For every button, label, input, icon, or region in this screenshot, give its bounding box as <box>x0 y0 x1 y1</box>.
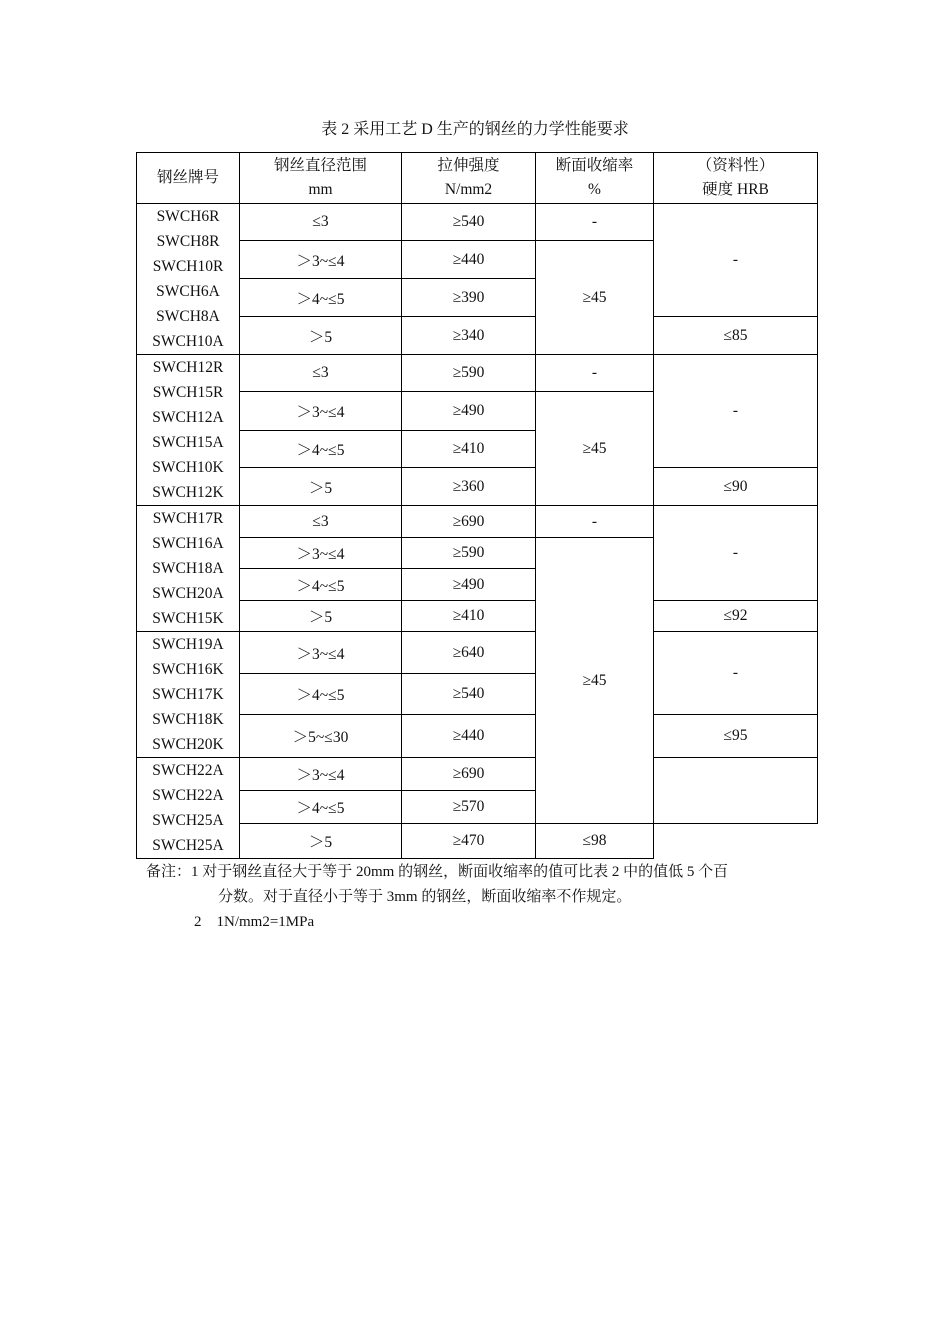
hardness-cell: ≤98 <box>536 824 654 859</box>
diameter-cell: ＞3~≤4 <box>240 758 402 791</box>
tensile-cell: ≥440 <box>402 241 536 279</box>
grade-name: SWCH16A <box>152 535 224 552</box>
grade-cell <box>137 506 240 632</box>
grade-name: SWCH20K <box>152 736 224 753</box>
tensile-cell: ≥340 <box>402 317 536 355</box>
header-row <box>137 153 818 204</box>
hardness-cell <box>654 758 818 824</box>
table-row <box>137 506 818 538</box>
tensile-cell: ≥540 <box>402 204 536 241</box>
grade-name: SWCH20A <box>152 585 224 602</box>
grade-cell <box>137 355 240 506</box>
hardness-cell: ≤92 <box>654 601 818 632</box>
table-title: 表 2 采用工艺 D 生产的钢丝的力学性能要求 <box>321 121 629 138</box>
hardness-cell: - <box>654 632 818 715</box>
tensile-cell: ≥590 <box>402 538 536 569</box>
tensile-cell: ≥470 <box>402 824 536 859</box>
tensile-cell: ≥390 <box>402 279 536 317</box>
diameter-cell: ＞4~≤5 <box>240 674 402 715</box>
note-line-1: 备注：1 对于钢丝直径大于等于 20mm 的钢丝，断面收缩率的值可比表 2 中的值低 5 个百 <box>146 864 729 880</box>
diameter-cell: ≤3 <box>240 204 402 241</box>
table-row <box>137 601 818 632</box>
hardness-cell: ≤95 <box>654 715 818 758</box>
hardness-cell: - <box>654 204 818 317</box>
diameter-cell: ＞5~≤30 <box>240 715 402 758</box>
reduction-cell: ≥45 <box>536 392 654 506</box>
note-line-2: 分数。对于直径小于等于 3mm 的钢丝，断面收缩率不作规定。 <box>218 889 632 905</box>
hardness-cell: - <box>654 506 818 601</box>
reduction-cell: - <box>536 355 654 392</box>
grade-name: SWCH10K <box>152 459 224 476</box>
grade-name: SWCH12A <box>152 409 224 426</box>
header-diameter-line2: mm <box>308 181 333 198</box>
header-reduction-line2: % <box>588 181 601 198</box>
header-grade <box>137 153 240 204</box>
tensile-cell: ≥490 <box>402 392 536 431</box>
grade-name: SWCH6R <box>156 208 220 225</box>
grade-name: SWCH25A <box>152 837 224 854</box>
tensile-cell: ≥540 <box>402 674 536 715</box>
header-hardness <box>654 153 818 204</box>
grade-name: SWCH16K <box>152 661 224 678</box>
grade-name: SWCH18A <box>152 560 224 577</box>
note-unit-conversion: 1N/mm2=1MPa <box>216 914 315 930</box>
grade-name: SWCH22A <box>152 787 224 804</box>
grade-name: SWCH10A <box>152 333 224 350</box>
grade-name: SWCH15R <box>152 384 224 401</box>
table-row <box>137 355 818 392</box>
grade-cell <box>137 632 240 758</box>
grade-name: SWCH8A <box>156 308 220 325</box>
grade-name: SWCH17R <box>152 510 224 527</box>
grade-name: SWCH12R <box>152 359 224 376</box>
header-tensile <box>402 153 536 204</box>
header-hardness-line1: （资料性） <box>696 157 775 174</box>
tensile-cell: ≥590 <box>402 355 536 392</box>
table-row <box>137 317 818 355</box>
grade-cell <box>137 204 240 355</box>
grade-name: SWCH17K <box>152 686 224 703</box>
grade-name: SWCH15K <box>152 610 224 627</box>
grade-name: SWCH6A <box>156 283 220 300</box>
diameter-cell: ＞4~≤5 <box>240 569 402 601</box>
diameter-cell: ＞5 <box>240 468 402 506</box>
mechanical-properties-table <box>136 152 818 859</box>
note-number: 2 <box>194 914 202 930</box>
hardness-cell: ≤85 <box>654 317 818 355</box>
tensile-cell: ≥690 <box>402 506 536 538</box>
diameter-cell: ＞3~≤4 <box>240 538 402 569</box>
diameter-cell: ＞5 <box>240 317 402 355</box>
reduction-cell: ≥45 <box>536 538 654 824</box>
table-row <box>137 632 818 674</box>
diameter-cell: ≤3 <box>240 355 402 392</box>
tensile-cell: ≥640 <box>402 632 536 674</box>
grade-name: SWCH8R <box>156 233 220 250</box>
grade-name: SWCH18K <box>152 711 224 728</box>
tensile-cell: ≥410 <box>402 601 536 632</box>
grade-name: SWCH12K <box>152 484 224 501</box>
diameter-cell: ＞5 <box>240 824 402 859</box>
tensile-cell: ≥570 <box>402 790 536 824</box>
header-grade-label: 钢丝牌号 <box>156 169 219 186</box>
table-notes <box>146 860 816 935</box>
tensile-cell: ≥440 <box>402 715 536 758</box>
grade-name: SWCH10R <box>152 258 224 275</box>
diameter-cell: ＞5 <box>240 601 402 632</box>
grade-name: SWCH19A <box>152 636 224 653</box>
diameter-cell: ＞3~≤4 <box>240 392 402 431</box>
reduction-cell: - <box>536 204 654 241</box>
table-row <box>137 758 818 791</box>
header-diameter-line1: 钢丝直径范围 <box>273 157 367 174</box>
grade-cell <box>137 758 240 859</box>
grade-name: SWCH22A <box>152 762 224 779</box>
header-tensile-line2: N/mm2 <box>444 181 493 198</box>
hardness-cell: ≤90 <box>654 468 818 506</box>
grade-name: SWCH25A <box>152 812 224 829</box>
header-tensile-line1: 拉伸强度 <box>437 157 500 174</box>
reduction-cell: - <box>536 506 654 538</box>
diameter-cell: ＞3~≤4 <box>240 632 402 674</box>
note-line-3 <box>146 910 816 935</box>
tensile-cell: ≥410 <box>402 431 536 468</box>
header-reduction-line1: 断面收缩率 <box>555 157 634 174</box>
table-row <box>137 468 818 506</box>
diameter-cell: ＞3~≤4 <box>240 241 402 279</box>
table-row <box>137 824 818 859</box>
header-diameter <box>240 153 402 204</box>
reduction-cell: ≥45 <box>536 241 654 355</box>
header-reduction <box>536 153 654 204</box>
tensile-cell: ≥360 <box>402 468 536 506</box>
diameter-cell: ＞4~≤5 <box>240 431 402 468</box>
table-row <box>137 204 818 241</box>
diameter-cell: ＞4~≤5 <box>240 279 402 317</box>
grade-name: SWCH15A <box>152 434 224 451</box>
diameter-cell: ＞4~≤5 <box>240 790 402 824</box>
header-hardness-line2: 硬度 HRB <box>702 181 769 198</box>
hardness-cell: - <box>654 355 818 468</box>
tensile-cell: ≥490 <box>402 569 536 601</box>
table-row <box>137 715 818 758</box>
tensile-cell: ≥690 <box>402 758 536 791</box>
diameter-cell: ≤3 <box>240 506 402 538</box>
